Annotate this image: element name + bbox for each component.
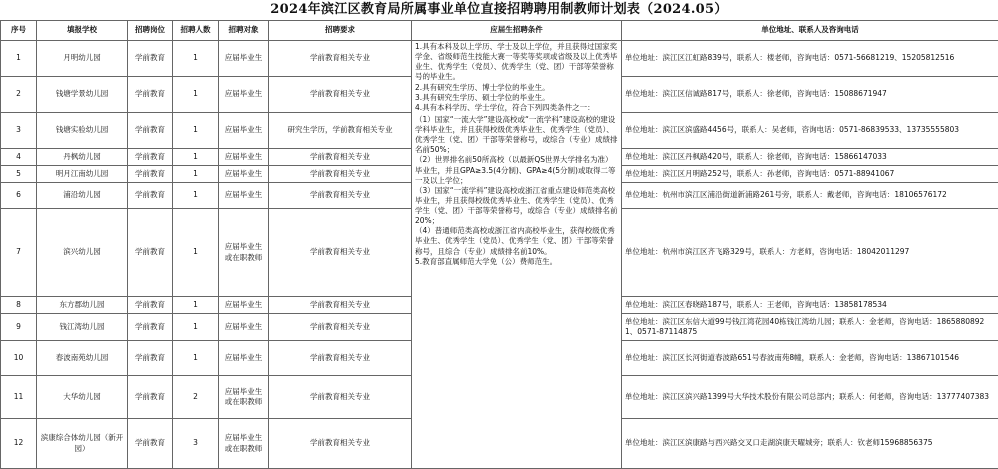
- condition-2: 2.具有研究生学历、博士学位的毕业生。: [415, 83, 618, 93]
- row-no: 3: [1, 113, 37, 149]
- header-post: 招聘岗位: [128, 21, 173, 41]
- row-requirement: 学前教育相关专业: [269, 419, 412, 469]
- row-no: 2: [1, 77, 37, 113]
- row-address: 单位地址：滨江区丹枫路420号，联系人：徐老师，咨询电话：15866147033: [622, 149, 998, 166]
- row-requirement: 学前教育相关专业: [269, 209, 412, 297]
- row-address: 单位地址：滨江区长河街道春波路651号春波南苑8幢，联系人：金老师，咨询电话：13867101546: [622, 341, 998, 376]
- row-post: 学前教育: [128, 341, 173, 376]
- row-address: 单位地址：滨江区江虹路839号，联系人：楼老师，咨询电话：0571-56681219、15205812516: [622, 41, 998, 77]
- row-post: 学前教育: [128, 419, 173, 469]
- row-count: 1: [173, 166, 219, 183]
- row-target: 应届毕业生: [219, 77, 269, 113]
- row-count: 1: [173, 149, 219, 166]
- condition-4-3: （3）国家“一流学科”建设高校或浙江省重点建设师范类高校毕业生，并且获得校级优秀毕业生、优秀学生（党员）、优秀学生（党、团）干部等荣誉称号，或综合（专业）成绩排名前20%；: [415, 186, 618, 227]
- condition-4: 4.具有本科学历、学士学位，符合下列四类条件之一：: [415, 103, 618, 113]
- row-post: 学前教育: [128, 297, 173, 314]
- row-target: 应届毕业生: [219, 314, 269, 341]
- row-target: 应届毕业生: [219, 166, 269, 183]
- row-requirement: 学前教育相关专业: [269, 77, 412, 113]
- row-no: 9: [1, 314, 37, 341]
- header-no: 序号: [1, 21, 37, 41]
- row-target: 应届毕业生: [219, 113, 269, 149]
- row-target: 应届毕业生或在职教师: [219, 376, 269, 419]
- row-count: 3: [173, 419, 219, 469]
- row-target: 应届毕业生: [219, 341, 269, 376]
- row-no: 7: [1, 209, 37, 297]
- row-count: 1: [173, 77, 219, 113]
- row-no: 10: [1, 341, 37, 376]
- row-no: 11: [1, 376, 37, 419]
- row-school: 钱江湾幼儿园: [37, 314, 128, 341]
- row-post: 学前教育: [128, 41, 173, 77]
- row-count: 1: [173, 341, 219, 376]
- header-row: [1, 21, 998, 41]
- row-school: 滨康综合体幼儿园（新开园）: [37, 419, 128, 469]
- row-requirement: 学前教育相关专业: [269, 314, 412, 341]
- row-requirement: 研究生学历，学前教育相关专业: [269, 113, 412, 149]
- row-requirement: 学前教育相关专业: [269, 41, 412, 77]
- row-post: 学前教育: [128, 113, 173, 149]
- row-target: 应届毕业生: [219, 297, 269, 314]
- row-school: 明月江南幼儿园: [37, 166, 128, 183]
- row-school: 大华幼儿园: [37, 376, 128, 419]
- row-requirement: 学前教育相关专业: [269, 149, 412, 166]
- row-no: 12: [1, 419, 37, 469]
- row-post: 学前教育: [128, 314, 173, 341]
- row-count: 2: [173, 376, 219, 419]
- condition-3: 3.具有研究生学历、硕士学位的毕业生。: [415, 93, 618, 103]
- row-school: 钱塘实验幼儿园: [37, 113, 128, 149]
- row-school: 月明幼儿园: [37, 41, 128, 77]
- row-count: 1: [173, 314, 219, 341]
- row-post: 学前教育: [128, 149, 173, 166]
- row-count: 1: [173, 297, 219, 314]
- condition-4-1: （1）国家“一流大学”建设高校或“一流学科”建设高校的建设学科毕业生，并且获得校级优秀毕业生、优秀学生（党员）、优秀学生（党、团）干部等荣誉称号，或综合（专业）成绩排名前50%；: [415, 115, 618, 156]
- row-school: 丹枫幼儿园: [37, 149, 128, 166]
- row-requirement: 学前教育相关专业: [269, 376, 412, 419]
- row-address: 单位地址：杭州市滨江区齐飞路329号，联系人：方老师，咨询电话：18042011297: [622, 209, 998, 297]
- row-no: 4: [1, 149, 37, 166]
- row-target: 应届毕业生: [219, 41, 269, 77]
- header-requirement: 招聘要求: [269, 21, 412, 41]
- row-address: 单位地址：滨江区春晓路187号，联系人：王老师，咨询电话：13858178534: [622, 297, 998, 314]
- condition-4-2: （2）世界排名前50所高校（以最新QS世界大学排名为准）毕业生，并且GPA≥3.5(4分制)、GPA≥4(5分制)或取得二等一及以上学位；: [415, 155, 618, 185]
- row-no: 1: [1, 41, 37, 77]
- header-conditions: 应届生招聘条件: [412, 21, 622, 41]
- row-address: 单位地址：滨江区滨兴路1399号大华技术股份有限公司总部内；联系人：何老师，咨询电话：13777407383: [622, 376, 998, 419]
- page-title: 2024年滨江区教育局所属事业单位直接招聘聘用制教师计划表（2024.05）: [0, 0, 998, 20]
- row-count: 1: [173, 183, 219, 209]
- row-address: 单位地址：滨江区滨康路与西兴路交叉口走湖滨康天曜城旁；联系人：钦老师15968856375: [622, 419, 998, 469]
- row-post: 学前教育: [128, 166, 173, 183]
- row-address: 单位地址：滨江区月明路252号，联系人：孙老师，咨询电话：0571-88941067: [622, 166, 998, 183]
- row-no: 6: [1, 183, 37, 209]
- row-count: 1: [173, 209, 219, 297]
- header-address: 单位地址、联系人及咨询电话: [622, 21, 998, 41]
- row-school: 春波南苑幼儿园: [37, 341, 128, 376]
- row-no: 8: [1, 297, 37, 314]
- conditions-cell: [412, 41, 622, 469]
- row-count: 1: [173, 113, 219, 149]
- row-target: 应届毕业生: [219, 149, 269, 166]
- row-school: 钱塘学景幼儿园: [37, 77, 128, 113]
- row-address: 单位地址：滨江区滨盛路4456号，联系人：吴老师，咨询电话：0571-86839533、13735555803: [622, 113, 998, 149]
- row-address: 单位地址：滨江区东信大道99号钱江湾花园40栋钱江湾幼儿园；联系人：金老师，咨询电话：18658808921、0571-87114875: [622, 314, 998, 341]
- row-requirement: 学前教育相关专业: [269, 166, 412, 183]
- row-target: 应届毕业生或在职教师: [219, 209, 269, 297]
- header-target: 招聘对象: [219, 21, 269, 41]
- row-target: 应届毕业生或在职教师: [219, 419, 269, 469]
- row-count: 1: [173, 41, 219, 77]
- row-post: 学前教育: [128, 183, 173, 209]
- row-target: 应届毕业生: [219, 183, 269, 209]
- row-requirement: 学前教育相关专业: [269, 341, 412, 376]
- row-address: 单位地址：杭州市滨江区浦沿街道新浦路261号旁，联系人：戴老师，咨询电话：18106576172: [622, 183, 998, 209]
- row-post: 学前教育: [128, 209, 173, 297]
- table-row: [1, 41, 998, 77]
- row-school: 浦沿幼儿园: [37, 183, 128, 209]
- condition-5: 5.教育部直属师范大学免（公）费师范生。: [415, 257, 618, 267]
- row-school: 东方郡幼儿园: [37, 297, 128, 314]
- row-address: 单位地址：滨江区信诚路817号，联系人：徐老师，咨询电话：15088671947: [622, 77, 998, 113]
- row-post: 学前教育: [128, 77, 173, 113]
- row-requirement: 学前教育相关专业: [269, 297, 412, 314]
- recruitment-table: [0, 20, 998, 469]
- row-no: 5: [1, 166, 37, 183]
- row-post: 学前教育: [128, 376, 173, 419]
- condition-1: 1.具有本科及以上学历、学士及以上学位，并且获得过国家奖学金、省级师范生技能大赛一等奖等奖项或省级及以上优秀毕业生、优秀学生（党员）、优秀学生（党、团）干部等荣誉称号的毕业生。: [415, 42, 618, 83]
- condition-4-4: （4）普通师范类高校或浙江省内高校毕业生，获得校级优秀毕业生、优秀学生（党员）、优秀学生（党、团）干部等荣誉称号，且综合（专业）成绩排名前10%。: [415, 226, 618, 256]
- header-count: 招聘人数: [173, 21, 219, 41]
- header-school: 填报学校: [37, 21, 128, 41]
- row-school: 滨兴幼儿园: [37, 209, 128, 297]
- row-requirement: 学前教育相关专业: [269, 183, 412, 209]
